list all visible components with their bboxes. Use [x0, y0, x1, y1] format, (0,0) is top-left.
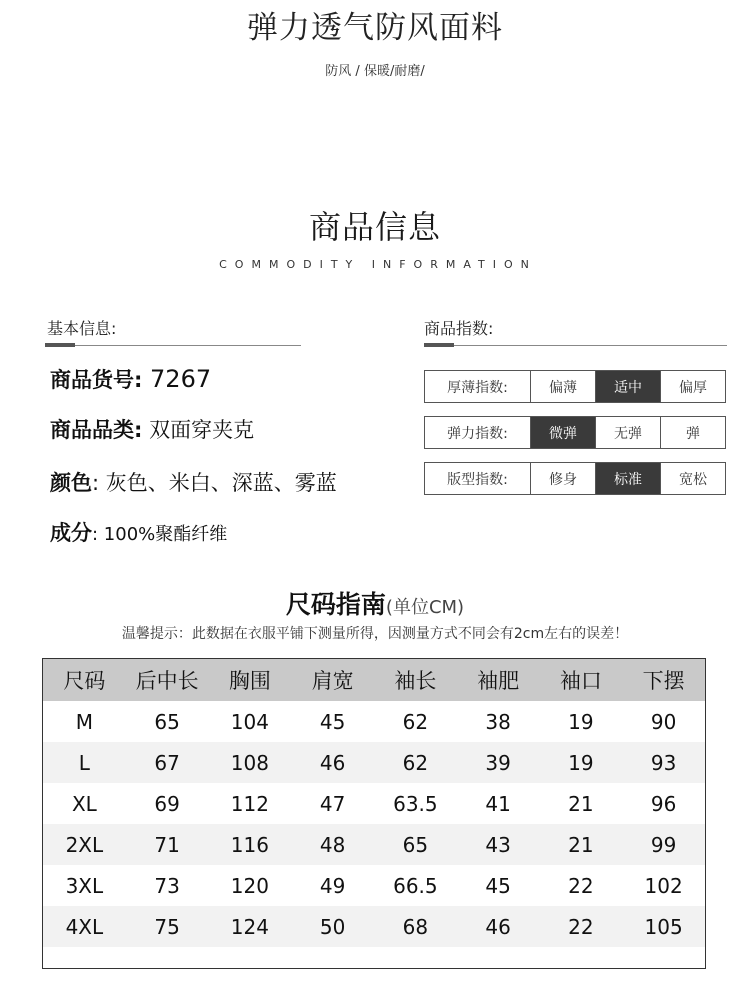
- index-option: 修身: [530, 463, 595, 494]
- table-cell: 124: [209, 906, 292, 947]
- table-row: [43, 824, 705, 865]
- size-guide-heading: [0, 585, 750, 621]
- table-cell: 19: [540, 742, 623, 783]
- category-line: [50, 414, 254, 444]
- column-header: 胸围: [209, 659, 292, 701]
- table-row: [43, 906, 705, 947]
- table-cell: 112: [230, 791, 269, 816]
- table-cell: 45: [319, 709, 346, 734]
- material-key: 成分: [50, 521, 92, 545]
- table-cell: 71: [126, 824, 209, 865]
- item-number-value: 7267: [142, 365, 212, 393]
- table-cell: 22: [568, 873, 594, 898]
- table-row: [43, 701, 705, 742]
- index-row-label: 弹力指数:: [447, 425, 508, 442]
- table-row: [43, 742, 705, 783]
- item-number-line: [50, 364, 211, 394]
- table-cell: 63.5: [393, 791, 438, 816]
- material-line: [50, 517, 227, 547]
- column-header: 袖肥: [457, 659, 540, 701]
- fabric-features: 防风 / 保暖/耐磨/: [325, 64, 425, 79]
- table-cell: 120: [230, 873, 269, 898]
- table-cell: L: [43, 742, 126, 783]
- table-cell: 69: [154, 791, 180, 816]
- table-cell: 39: [457, 742, 540, 783]
- table-cell: 105: [622, 906, 705, 947]
- table-cell: 49: [319, 873, 346, 898]
- table-cell: XL: [71, 791, 97, 816]
- table-cell: 62: [374, 742, 457, 783]
- table-cell: 48: [291, 824, 374, 865]
- index-row-fit: [424, 462, 726, 495]
- table-cell: 21: [568, 791, 594, 816]
- index-row-label: 版型指数:: [447, 471, 508, 488]
- size-table-header: [43, 659, 705, 701]
- fabric-title: 弹力透气防风面料: [247, 10, 503, 46]
- index-option: 无弹: [595, 417, 660, 448]
- table-cell: 104: [230, 709, 269, 734]
- table-cell: 96: [650, 791, 677, 816]
- size-guide-tip: 温馨提示：此数据在衣服平铺下测量所得，因测量方式不同会有2cm左右的误差！: [121, 626, 629, 642]
- index-option-selected: 微弹: [530, 417, 595, 448]
- table-row: [43, 865, 705, 906]
- table-cell: 46: [291, 742, 374, 783]
- table-cell: 62: [402, 709, 429, 734]
- table-cell: 47: [319, 791, 346, 816]
- index-row-label: 厚薄指数:: [447, 379, 508, 396]
- index-option-selected: 标准: [595, 463, 660, 494]
- table-cell: 43: [457, 824, 540, 865]
- material-value: : 100%聚酯纤维: [92, 524, 228, 545]
- commodity-title: 商品信息: [308, 208, 441, 246]
- index-option: 偏薄: [530, 371, 595, 402]
- index-row-stretch: [424, 416, 726, 449]
- table-cell: 66.5: [393, 873, 438, 898]
- table-cell: 41: [485, 791, 511, 816]
- item-number-key: 商品货号:: [50, 368, 143, 392]
- column-header: 下摆: [622, 659, 705, 701]
- table-row: [43, 783, 705, 824]
- index-option-selected: 适中: [595, 371, 660, 402]
- basic-info-accent: [45, 343, 75, 347]
- table-cell: 108: [209, 742, 292, 783]
- basic-info-label: 基本信息:: [47, 319, 117, 338]
- table-cell: 67: [126, 742, 209, 783]
- table-cell: 38: [485, 709, 511, 734]
- table-cell: 3XL: [65, 873, 104, 898]
- color-key: 颜色: [50, 471, 92, 495]
- table-cell: 102: [644, 873, 683, 898]
- table-cell: 22: [540, 906, 623, 947]
- table-cell: 65: [154, 709, 180, 734]
- color-line: [50, 467, 337, 497]
- table-cell: 90: [650, 709, 677, 734]
- table-cell: 45: [485, 873, 511, 898]
- index-option: 偏厚: [660, 371, 725, 402]
- table-cell: 93: [622, 742, 705, 783]
- table-cell: 4XL: [43, 906, 126, 947]
- index-divider: [424, 345, 727, 346]
- color-value: : 灰色、米白、深蓝、雾蓝: [92, 471, 337, 495]
- table-cell: M: [75, 709, 93, 734]
- table-cell: 21: [540, 824, 623, 865]
- column-header: 袖口: [540, 659, 623, 701]
- index-label: 商品指数:: [424, 319, 494, 338]
- table-cell: 99: [622, 824, 705, 865]
- table-cell: 68: [374, 906, 457, 947]
- commodity-subtitle: COMMODITY INFORMATION: [219, 258, 537, 271]
- column-header: 肩宽: [291, 659, 374, 701]
- column-header: 后中长: [126, 659, 209, 701]
- size-guide-title: 尺码指南: [285, 590, 386, 619]
- index-option: 宽松: [660, 463, 725, 494]
- index-option: 弹: [660, 417, 725, 448]
- table-cell: 2XL: [43, 824, 126, 865]
- table-cell: 116: [209, 824, 292, 865]
- basic-info-divider: [45, 345, 301, 346]
- table-cell: 75: [126, 906, 209, 947]
- index-accent: [424, 343, 454, 347]
- table-cell: 65: [374, 824, 457, 865]
- index-row-thickness: [424, 370, 726, 403]
- size-table: [42, 658, 706, 969]
- table-cell: 73: [154, 873, 180, 898]
- table-cell: 50: [291, 906, 374, 947]
- table-cell: 46: [457, 906, 540, 947]
- column-header: 袖长: [374, 659, 457, 701]
- table-cell: 19: [568, 709, 594, 734]
- category-key: 商品品类:: [50, 418, 143, 442]
- column-header: 尺码: [43, 659, 126, 701]
- category-value: 双面穿夹克: [142, 418, 255, 442]
- size-guide-unit: (单位CM): [385, 597, 465, 618]
